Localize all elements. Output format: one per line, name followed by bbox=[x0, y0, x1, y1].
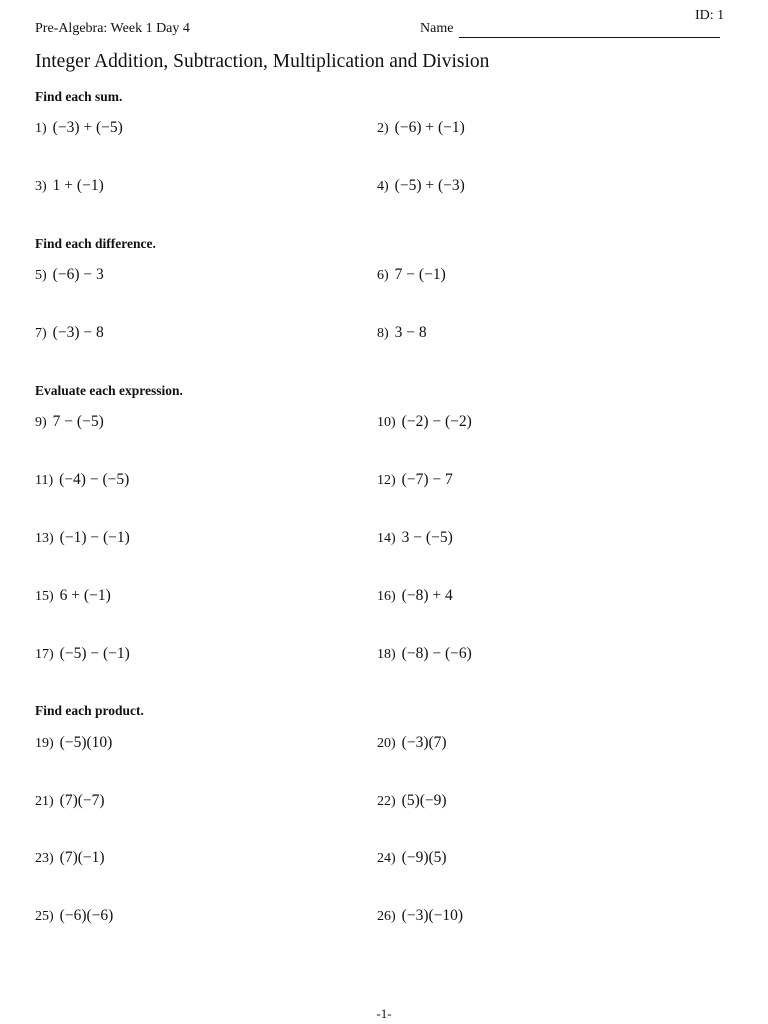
problem-item bbox=[35, 587, 111, 605]
problem-item bbox=[35, 529, 130, 547]
problem-item bbox=[35, 266, 104, 284]
problem-number: 15) bbox=[35, 589, 54, 604]
problem-number: 8) bbox=[377, 326, 389, 341]
problem-expression: (−2) − (−2) bbox=[401, 413, 472, 430]
problem-expression: (−5) + (−3) bbox=[394, 177, 465, 194]
problem-expression: (−6) + (−1) bbox=[394, 119, 465, 136]
problem-number: 7) bbox=[35, 326, 47, 341]
problem-expression: (−8) + 4 bbox=[401, 587, 453, 604]
problem-item bbox=[35, 792, 105, 810]
problem-expression: (−5) − (−1) bbox=[59, 645, 130, 662]
problem-number: 14) bbox=[377, 531, 396, 546]
course-label: Pre-Algebra: Week 1 Day 4 bbox=[35, 21, 190, 36]
problem-expression: 7 − (−5) bbox=[52, 413, 104, 430]
problem-number: 17) bbox=[35, 647, 54, 662]
problem-item bbox=[377, 734, 447, 752]
problem-expression: (7)(−7) bbox=[59, 792, 105, 809]
problem-expression: (−8) − (−6) bbox=[401, 645, 472, 662]
problem-item bbox=[377, 907, 463, 925]
problem-item bbox=[35, 177, 104, 195]
problem-number: 2) bbox=[377, 121, 389, 136]
problem-expression: (−1) − (−1) bbox=[59, 529, 130, 546]
page-number: -1- bbox=[376, 1006, 392, 1021]
problem-number: 21) bbox=[35, 794, 54, 809]
problem-item bbox=[377, 324, 427, 342]
problem-expression: (−3) + (−5) bbox=[52, 119, 123, 136]
problem-item bbox=[377, 471, 453, 489]
name-field-line[interactable] bbox=[459, 37, 720, 38]
problem-item bbox=[35, 413, 104, 431]
problem-expression: (−3)(−10) bbox=[401, 907, 464, 924]
problem-expression: (−3) − 8 bbox=[52, 324, 104, 341]
problem-item bbox=[35, 324, 104, 342]
problem-number: 18) bbox=[377, 647, 396, 662]
problem-number: 23) bbox=[35, 851, 54, 866]
problem-number: 20) bbox=[377, 736, 396, 751]
problem-number: 4) bbox=[377, 179, 389, 194]
problem-expression: 3 − 8 bbox=[394, 324, 427, 341]
problem-number: 5) bbox=[35, 268, 47, 283]
problem-number: 13) bbox=[35, 531, 54, 546]
problem-number: 16) bbox=[377, 589, 396, 604]
problem-expression: 6 + (−1) bbox=[59, 587, 111, 604]
problem-item bbox=[377, 792, 447, 810]
problem-expression: (−3)(7) bbox=[401, 734, 447, 751]
problem-item bbox=[377, 529, 453, 547]
problem-item bbox=[35, 907, 113, 925]
problem-item bbox=[377, 177, 465, 195]
problem-item bbox=[377, 645, 472, 663]
worksheet-title: Integer Addition, Subtraction, Multiplication and Division bbox=[35, 51, 490, 72]
problem-expression: 7 − (−1) bbox=[394, 266, 446, 283]
problem-number: 6) bbox=[377, 268, 389, 283]
problem-expression: 1 + (−1) bbox=[52, 177, 104, 194]
problem-item bbox=[377, 587, 453, 605]
problem-expression: (−9)(5) bbox=[401, 849, 447, 866]
problem-number: 22) bbox=[377, 794, 396, 809]
problem-item bbox=[377, 413, 472, 431]
problem-number: 12) bbox=[377, 473, 396, 488]
section-heading: Evaluate each expression. bbox=[35, 383, 183, 398]
problem-number: 10) bbox=[377, 415, 396, 430]
section-heading: Find each difference. bbox=[35, 236, 156, 251]
problem-expression: (5)(−9) bbox=[401, 792, 447, 809]
problem-expression: (−7) − 7 bbox=[401, 471, 453, 488]
problem-expression: (−6)(−6) bbox=[59, 907, 114, 924]
problem-expression: (−5)(10) bbox=[59, 734, 113, 751]
problem-item bbox=[35, 119, 123, 137]
problem-number: 3) bbox=[35, 179, 47, 194]
problem-item bbox=[377, 849, 447, 867]
problem-number: 24) bbox=[377, 851, 396, 866]
problem-number: 19) bbox=[35, 736, 54, 751]
problem-number: 25) bbox=[35, 909, 54, 924]
worksheet-id: ID: 1 bbox=[695, 8, 725, 23]
problem-item bbox=[35, 471, 129, 489]
section-heading: Find each product. bbox=[35, 703, 144, 718]
problem-number: 9) bbox=[35, 415, 47, 430]
problem-expression: (−4) − (−5) bbox=[59, 471, 130, 488]
problem-item bbox=[377, 119, 465, 137]
problem-expression: (−6) − 3 bbox=[52, 266, 104, 283]
problem-number: 11) bbox=[35, 473, 54, 488]
problem-item bbox=[35, 734, 112, 752]
problem-item bbox=[35, 645, 130, 663]
problem-item bbox=[377, 266, 446, 284]
section-heading: Find each sum. bbox=[35, 89, 123, 104]
problem-expression: 3 − (−5) bbox=[401, 529, 453, 546]
problem-expression: (7)(−1) bbox=[59, 849, 105, 866]
problem-number: 1) bbox=[35, 121, 47, 136]
problem-item bbox=[35, 849, 105, 867]
name-label: Name bbox=[420, 21, 454, 36]
problem-number: 26) bbox=[377, 909, 396, 924]
